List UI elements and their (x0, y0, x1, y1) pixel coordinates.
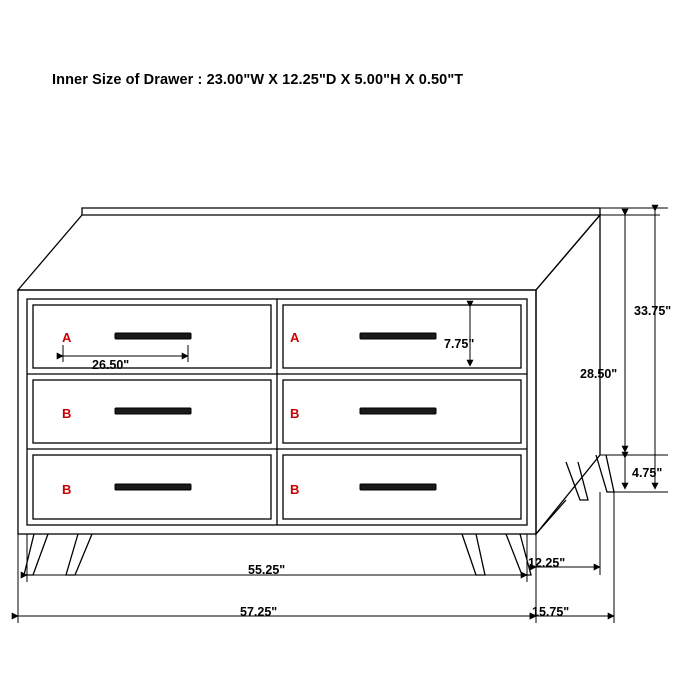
drawer-label-top-right: A (290, 330, 300, 345)
dimension-cabinet-height: 28.50" (580, 367, 618, 381)
dimension-front-panel-width: 55.25" (248, 563, 286, 577)
dimension-drawer-face-height: 7.75" (444, 337, 475, 351)
dimension-overall-height: 33.75" (634, 304, 672, 318)
drawer-label-top-left: A (62, 330, 72, 345)
dimension-overall-width: 57.25" (240, 605, 278, 619)
dimension-leg-height: 4.75" (632, 466, 663, 480)
dimension-drawer-width: 26.50" (92, 358, 130, 372)
page-title: Inner Size of Drawer : 23.00"W X 12.25"D X 5.00"H X 0.50"T (52, 72, 464, 88)
dimension-depth-overall: 15.75" (532, 605, 570, 619)
dimension-depth-inner: 12.25" (528, 556, 566, 570)
drawer-label-bottom-right: B (290, 482, 300, 497)
drawer-label-middle-right: B (290, 406, 300, 421)
drawer-label-middle-left: B (62, 406, 72, 421)
drawer-label-bottom-left: B (62, 482, 72, 497)
